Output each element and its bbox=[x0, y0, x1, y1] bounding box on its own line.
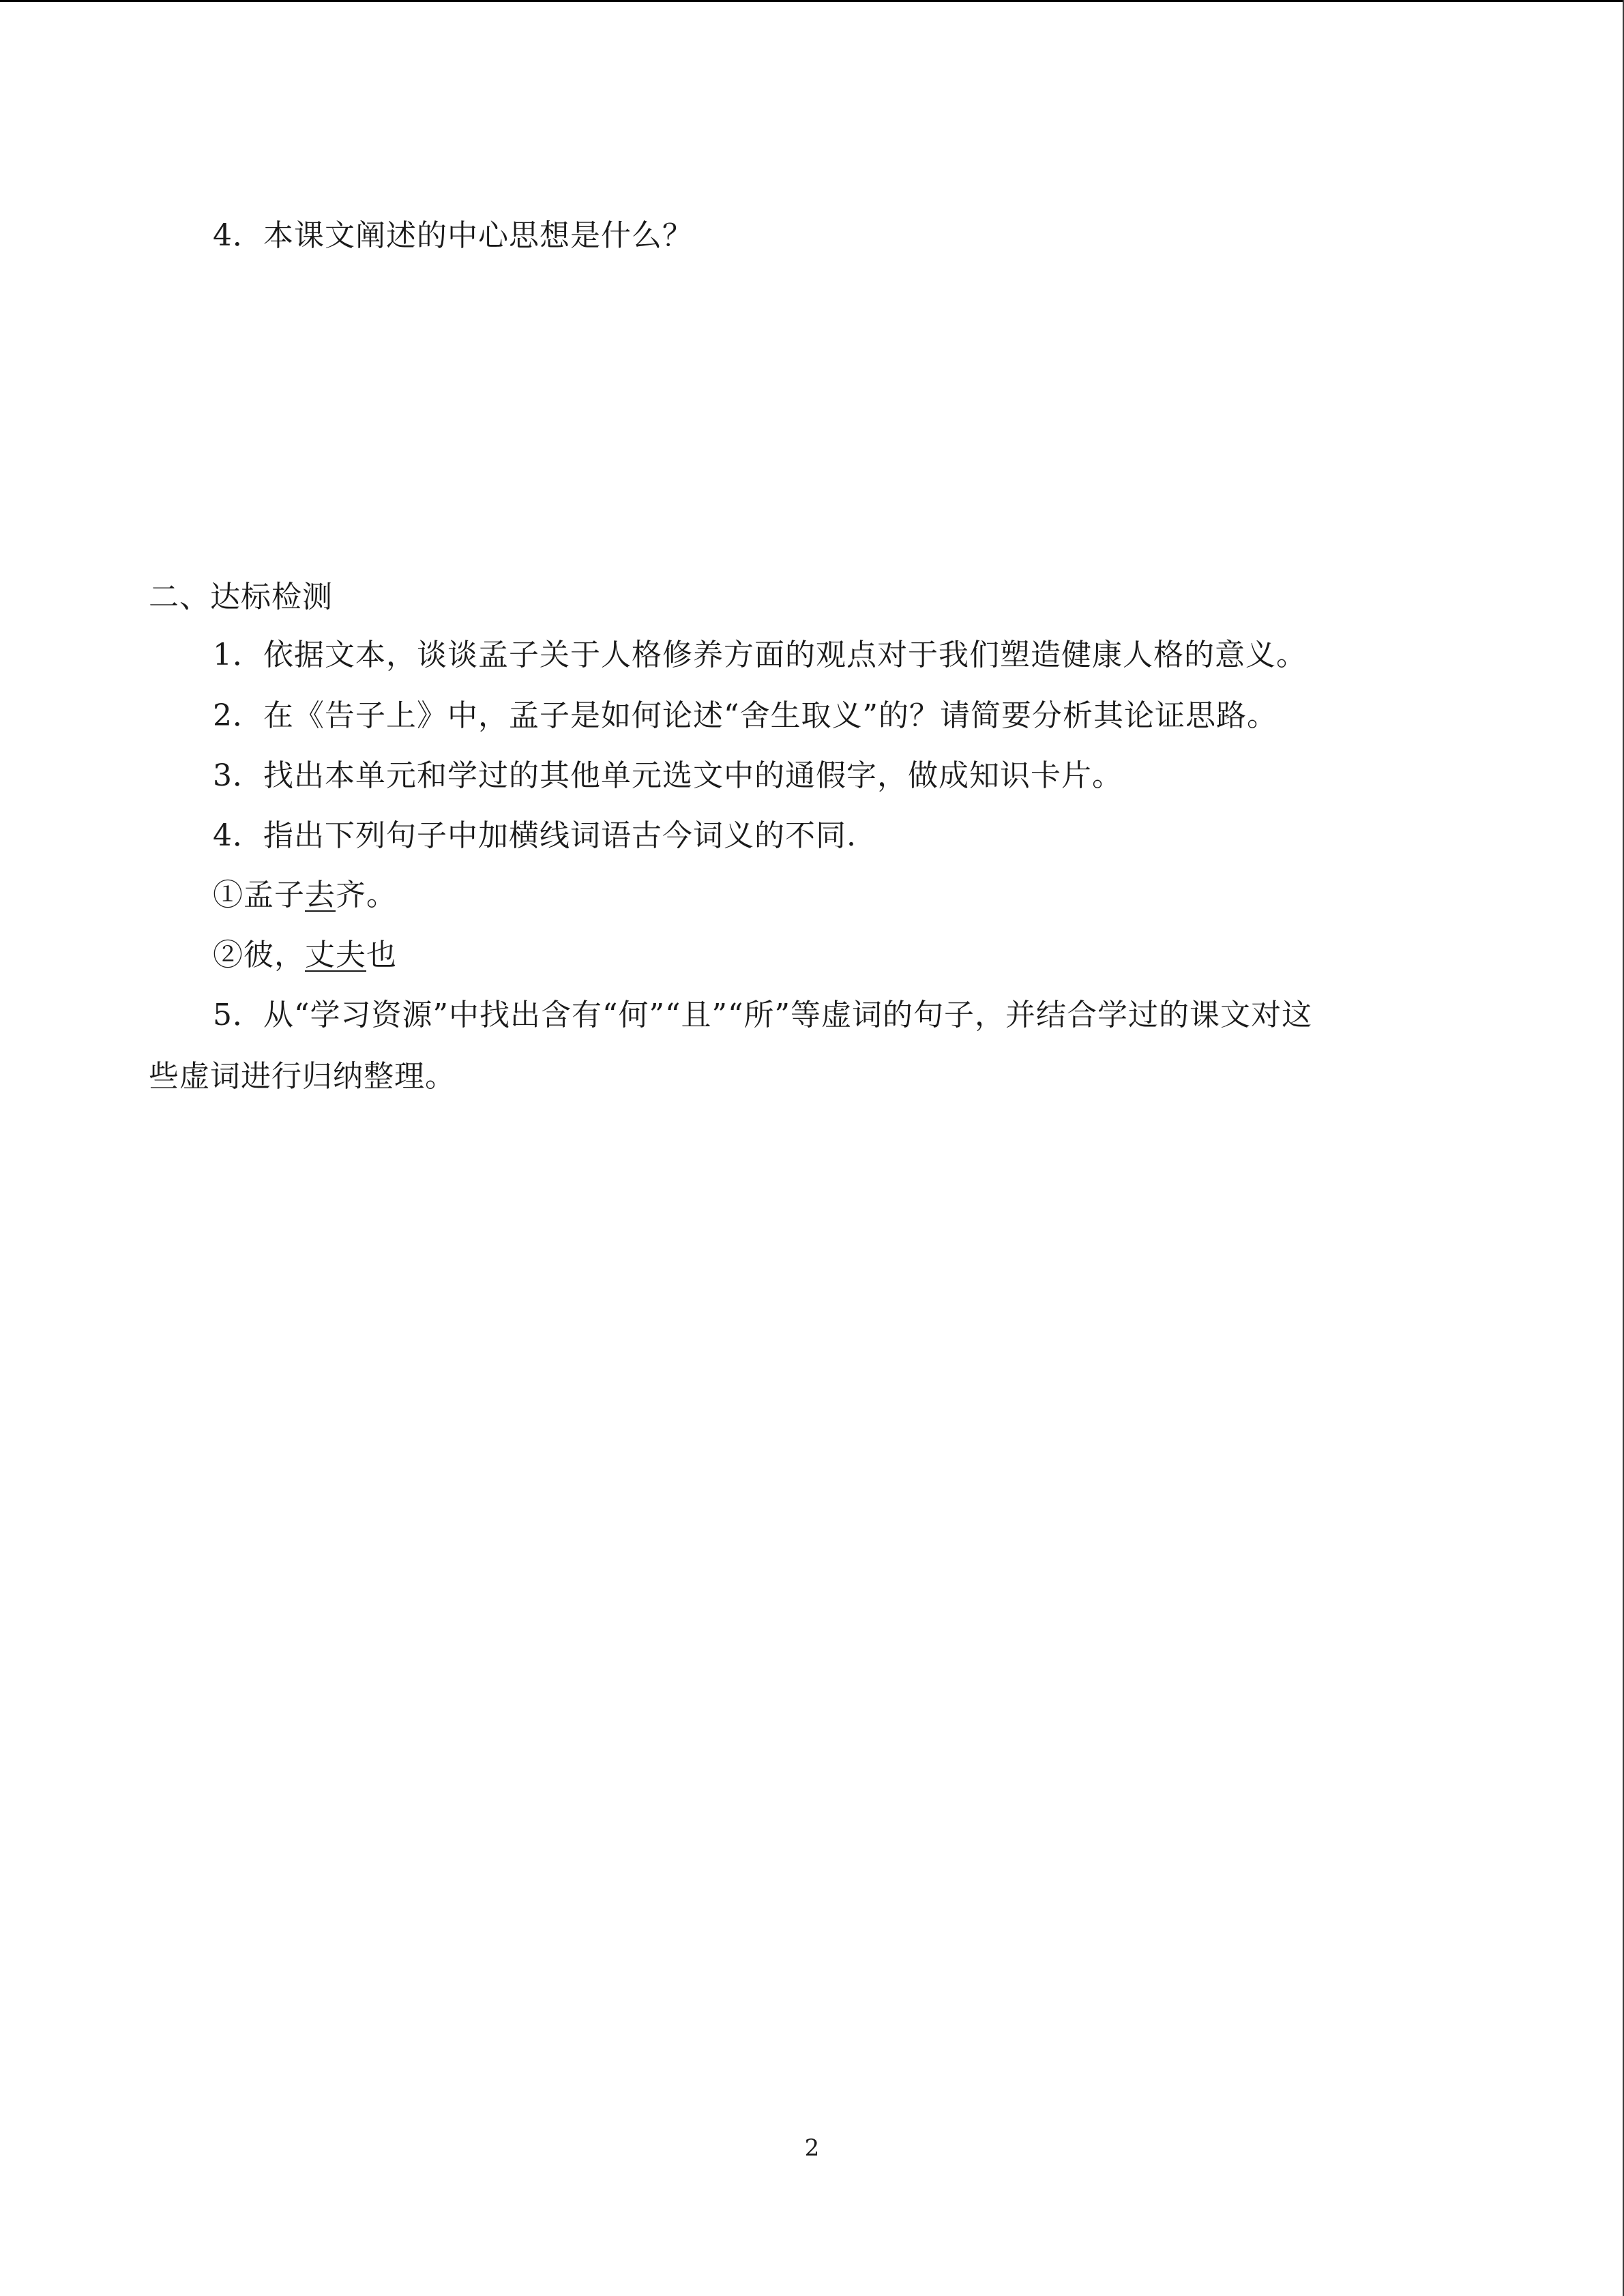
item-5-line-2: 些虚词进行归纳整理。 bbox=[149, 1059, 456, 1094]
example-1-underlined-word: 去 bbox=[305, 878, 336, 912]
item-2: 2．在《告子上》中，孟子是如何论述“舍生取义”的？请简要分析其论证思路。 bbox=[213, 698, 1278, 733]
item-5-line-1: 5．从“学习资源”中找出含有“何”“且”“所”等虚词的句子，并结合学过的课文对这 bbox=[213, 998, 1312, 1032]
item-4: 4．指出下列句子中加横线词语古今词义的不同. bbox=[213, 818, 857, 853]
page-number: 2 bbox=[804, 2134, 820, 2162]
example-1-prefix: ①孟子 bbox=[213, 878, 305, 912]
example-1 bbox=[213, 876, 397, 914]
item-3: 3．找出本单元和学过的其他单元选文中的通假字，做成知识卡片。 bbox=[213, 758, 1123, 793]
top-border bbox=[0, 0, 1624, 2]
example-2 bbox=[213, 936, 397, 974]
section-heading: 二、达标检测 bbox=[149, 580, 333, 614]
example-2-suffix: 也 bbox=[366, 938, 397, 972]
item-1: 1．依据文本，谈谈孟子关于人格修养方面的观点对于我们塑造健康人格的意义。 bbox=[213, 638, 1307, 672]
example-2-underlined-word: 丈夫 bbox=[305, 938, 366, 972]
question-4: 4．本课文阐述的中心思想是什么？ bbox=[213, 218, 693, 253]
example-1-suffix: 齐。 bbox=[336, 878, 397, 912]
example-2-prefix: ②彼， bbox=[213, 938, 305, 972]
